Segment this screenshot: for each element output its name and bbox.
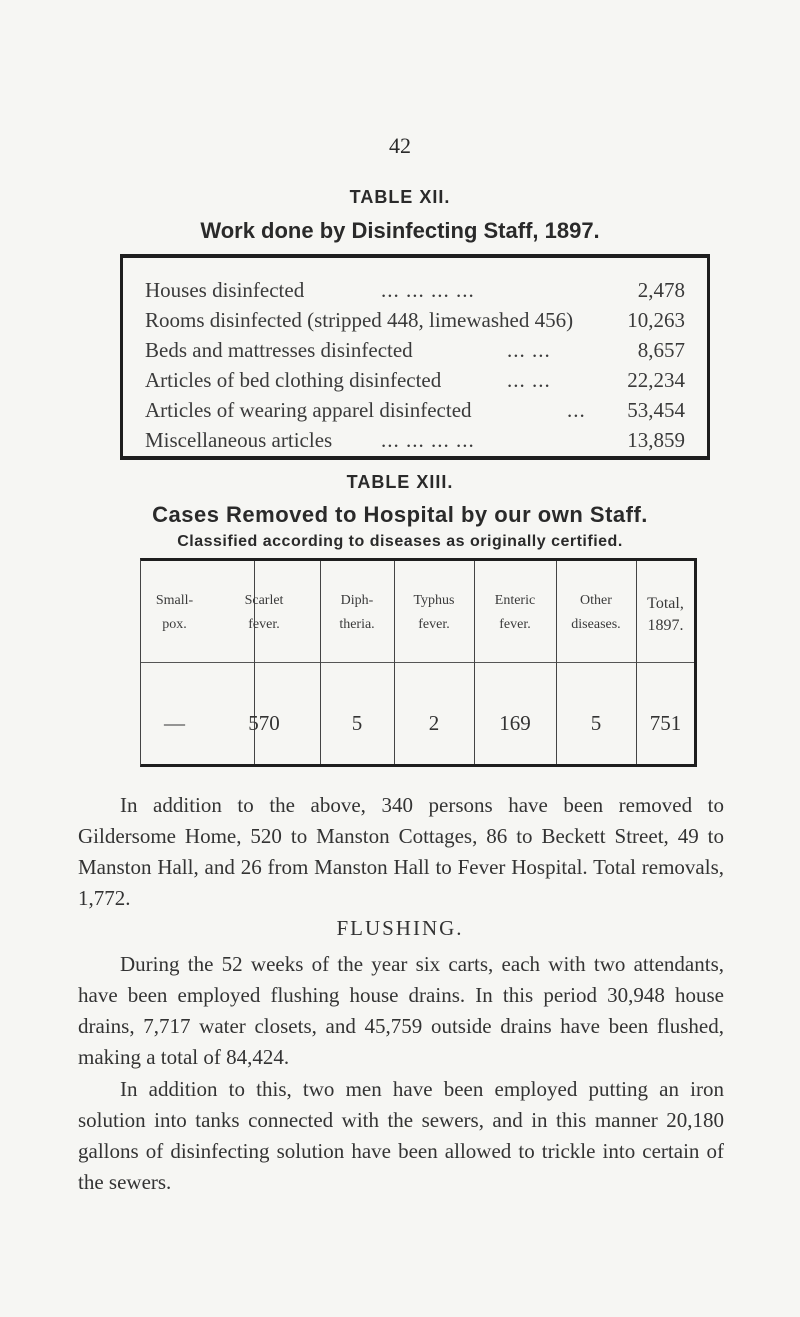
header-line: diseases.	[571, 617, 621, 632]
cell-value: 5	[590, 711, 602, 735]
leader-dots: ...	[567, 398, 586, 422]
table-13-title: Cases Removed to Hospital by our own Staff.	[152, 502, 648, 527]
header-line: Other	[580, 593, 612, 608]
table-column	[636, 561, 695, 764]
header-line: Small-	[155, 593, 194, 608]
table-column	[556, 561, 636, 764]
row-value: 53,454	[627, 398, 685, 422]
leader-dots: ... ... ... ...	[381, 428, 475, 452]
table-column	[474, 561, 556, 764]
table-13-label: TABLE XIII.	[346, 472, 454, 492]
table-row	[145, 428, 685, 458]
leader-dots: ... ... ... ...	[381, 278, 475, 302]
column-header	[474, 589, 556, 637]
header-line: fever.	[418, 617, 450, 632]
column-header	[320, 589, 394, 637]
cell-value: 169	[499, 711, 531, 735]
header-line: Scarlet	[244, 593, 284, 608]
header-line: fever.	[499, 617, 531, 632]
row-label: Houses disinfected	[145, 278, 305, 302]
table-12-label: TABLE XII.	[349, 187, 451, 207]
table-column	[394, 561, 474, 764]
header-line: Total,	[647, 595, 684, 612]
header-line: theria.	[339, 617, 375, 632]
table-row	[145, 308, 685, 338]
row-label: Articles of wearing apparel disinfected	[145, 398, 472, 422]
table-row	[145, 398, 685, 428]
column-header	[636, 593, 695, 637]
table-column	[141, 561, 208, 764]
paragraph-iron-solution: In addition to this, two men have been employed putting an iron solution into tanks connected with the sewers, and in this manner 20,180 gallons of disinfecting solution have been allowed to trickle into certain of the sewers.	[78, 1077, 724, 1194]
cell-value: 2	[428, 711, 440, 735]
header-line: Typhus	[413, 593, 455, 608]
column-header	[556, 589, 636, 637]
section-heading-flushing: FLUSHING.	[336, 916, 464, 940]
table-12-title: Work done by Disinfecting Staff, 1897.	[200, 218, 600, 243]
column-header	[141, 589, 208, 637]
row-value: 10,263	[627, 308, 685, 332]
cell-value: 751	[649, 711, 682, 735]
cell-value: 570	[248, 711, 280, 735]
header-line: fever.	[248, 617, 280, 632]
row-label: Rooms disinfected (stripped 448, limewashed 456)	[145, 308, 574, 332]
cell-value: —	[164, 711, 185, 735]
leader-dots: ... ...	[507, 338, 551, 362]
paragraph-text: In addition to the above, 340 persons have been removed to Gildersome Home, 520 to Manston Cottages, 86 to Beckett Street, 49 to Manston Hall, and 26 from Manston Hall to Fever Hospital. Total removals, 1,772.	[78, 793, 724, 910]
paragraph-flushing: During the 52 weeks of the year six carts, each with two attendants, have been employed flushing house drains. In this period 30,948 house drains, 7,717 water closets, and 45,759 outside drains have been flushed, making a total of 84,424.	[78, 952, 724, 1069]
row-label: Miscellaneous articles	[145, 428, 333, 452]
leader-dots: ... ...	[507, 368, 551, 392]
cell-value: 5	[351, 711, 363, 735]
column-header	[394, 589, 474, 637]
page-number: 42	[389, 133, 411, 158]
paragraph-removals	[78, 790, 724, 914]
table-row	[145, 278, 685, 308]
header-line: Enteric	[494, 593, 536, 608]
header-line: Diph-	[340, 593, 374, 608]
header-line: pox.	[162, 617, 187, 632]
row-value: 22,234	[627, 368, 685, 392]
table-row	[145, 338, 685, 368]
table-13	[140, 558, 697, 767]
row-label: Articles of bed clothing disinfected	[145, 368, 442, 392]
row-label: Beds and mattresses disinfected	[145, 338, 413, 362]
row-value: 13,859	[627, 428, 685, 452]
header-line: 1897.	[647, 617, 684, 634]
column-header	[208, 589, 320, 637]
table-row	[145, 368, 685, 398]
row-value: 2,478	[637, 278, 685, 302]
table-13-subtitle: Classified according to diseases as originally certified.	[177, 533, 623, 550]
row-value: 8,657	[637, 338, 685, 362]
table-12	[120, 254, 710, 460]
table-column	[208, 561, 320, 764]
table-column	[320, 561, 394, 764]
